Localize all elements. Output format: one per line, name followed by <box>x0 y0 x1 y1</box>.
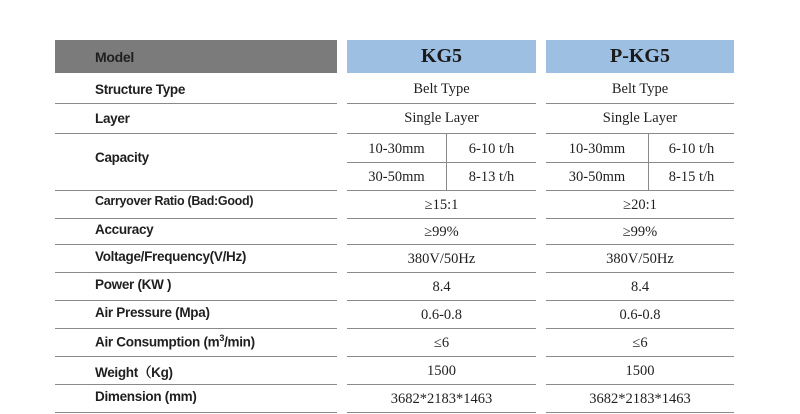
rule <box>347 300 536 301</box>
rule <box>546 412 734 413</box>
pkg5-carryover-ratio: ≥20:1 <box>623 197 657 213</box>
kg5-weight: 1500 <box>427 363 456 379</box>
model-header-cell <box>55 40 337 73</box>
rule <box>55 300 337 301</box>
rule <box>55 103 337 104</box>
rule <box>546 272 734 273</box>
pkg5-dimension: 3682*2183*1463 <box>589 391 691 407</box>
rule <box>347 218 536 219</box>
rule <box>546 218 734 219</box>
rule <box>55 328 337 329</box>
kg5-carryover-ratio: ≥15:1 <box>424 197 459 213</box>
label-dimension: Dimension (mm) <box>95 389 197 404</box>
rule <box>347 384 536 385</box>
kg5-air-consumption: ≤6 <box>433 335 450 351</box>
pkg5-power: 8.4 <box>630 279 650 295</box>
label-capacity: Capacity <box>95 150 149 165</box>
rule <box>546 103 734 104</box>
pkg5-header-cell: P-KG5 <box>546 40 734 73</box>
rule <box>347 162 536 163</box>
kg5-power: 8.4 <box>432 279 451 295</box>
kg5-accuracy: ≥99% <box>424 224 459 240</box>
pkg5-weight: 1500 <box>625 363 655 379</box>
rule <box>347 412 536 413</box>
label-accuracy: Accuracy <box>95 222 154 237</box>
pkg5-capacity-rate-2: 8-15 t/h <box>668 169 715 185</box>
label-structure-type: Structure Type <box>95 82 186 97</box>
kg5-structure-type: Belt Type <box>413 81 470 97</box>
rule <box>347 272 536 273</box>
model-header-label: Model <box>95 49 134 65</box>
rule <box>55 272 337 273</box>
pkg5-capacity-rate-1: 6-10 t/h <box>668 141 715 157</box>
rule <box>55 133 337 134</box>
rule <box>55 218 337 219</box>
rule <box>347 190 536 191</box>
rule <box>546 162 734 163</box>
rule <box>347 356 536 357</box>
kg5-capacity-rate-2: 8-13 t/h <box>468 169 515 185</box>
rule <box>546 244 734 245</box>
pkg5-capacity-size-2: 30-50mm <box>568 169 626 185</box>
rule <box>55 384 337 385</box>
pkg5-layer: Single Layer <box>602 110 678 126</box>
rule <box>347 133 536 134</box>
rule <box>55 190 337 191</box>
pkg5-air-consumption: ≤6 <box>632 335 648 351</box>
rule <box>546 300 734 301</box>
rule <box>347 103 536 104</box>
kg5-voltage-frequency: 380V/50Hz <box>407 251 476 267</box>
label-voltage-frequency: Voltage/Frequency(V/Hz) <box>95 249 247 264</box>
pkg5-structure-type: Belt Type <box>611 81 669 97</box>
label-power: Power (KW ) <box>95 277 172 292</box>
rule <box>546 328 734 329</box>
label-layer: Layer <box>95 111 130 126</box>
kg5-layer: Single Layer <box>404 110 479 126</box>
kg5-capacity-size-1: 10-30mm <box>368 141 425 157</box>
label-weight: Weight（Kg) <box>95 365 173 380</box>
rule <box>55 412 337 413</box>
rule <box>546 356 734 357</box>
kg5-dimension: 3682*2183*1463 <box>390 391 493 407</box>
kg5-capacity-size-2: 30-50mm <box>368 169 425 185</box>
label-air-consumption: Air Consumption $(m^3/\min)$ <box>95 333 255 350</box>
rule <box>347 244 536 245</box>
label-carryover-ratio: Carryover Ratio (Bad:Good) <box>95 194 254 208</box>
pkg5-air-pressure: 0.6-0.8 <box>619 307 661 323</box>
label-air-pressure: Air Pressure (Mpa) <box>95 305 210 320</box>
rule <box>55 244 337 245</box>
rule <box>546 133 734 134</box>
pkg5-accuracy: ≥99% <box>622 224 658 240</box>
pkg5-voltage-frequency: 380V/50Hz <box>606 251 674 267</box>
kg5-capacity-rate-1: 6-10 t/h <box>468 141 515 157</box>
kg5-air-pressure: 0.6-0.8 <box>420 307 463 323</box>
rule <box>546 384 734 385</box>
pkg5-capacity-size-1: 10-30mm <box>568 141 626 157</box>
rule <box>55 356 337 357</box>
rule <box>347 328 536 329</box>
rule <box>546 190 734 191</box>
kg5-header-cell: KG5 <box>347 40 536 73</box>
